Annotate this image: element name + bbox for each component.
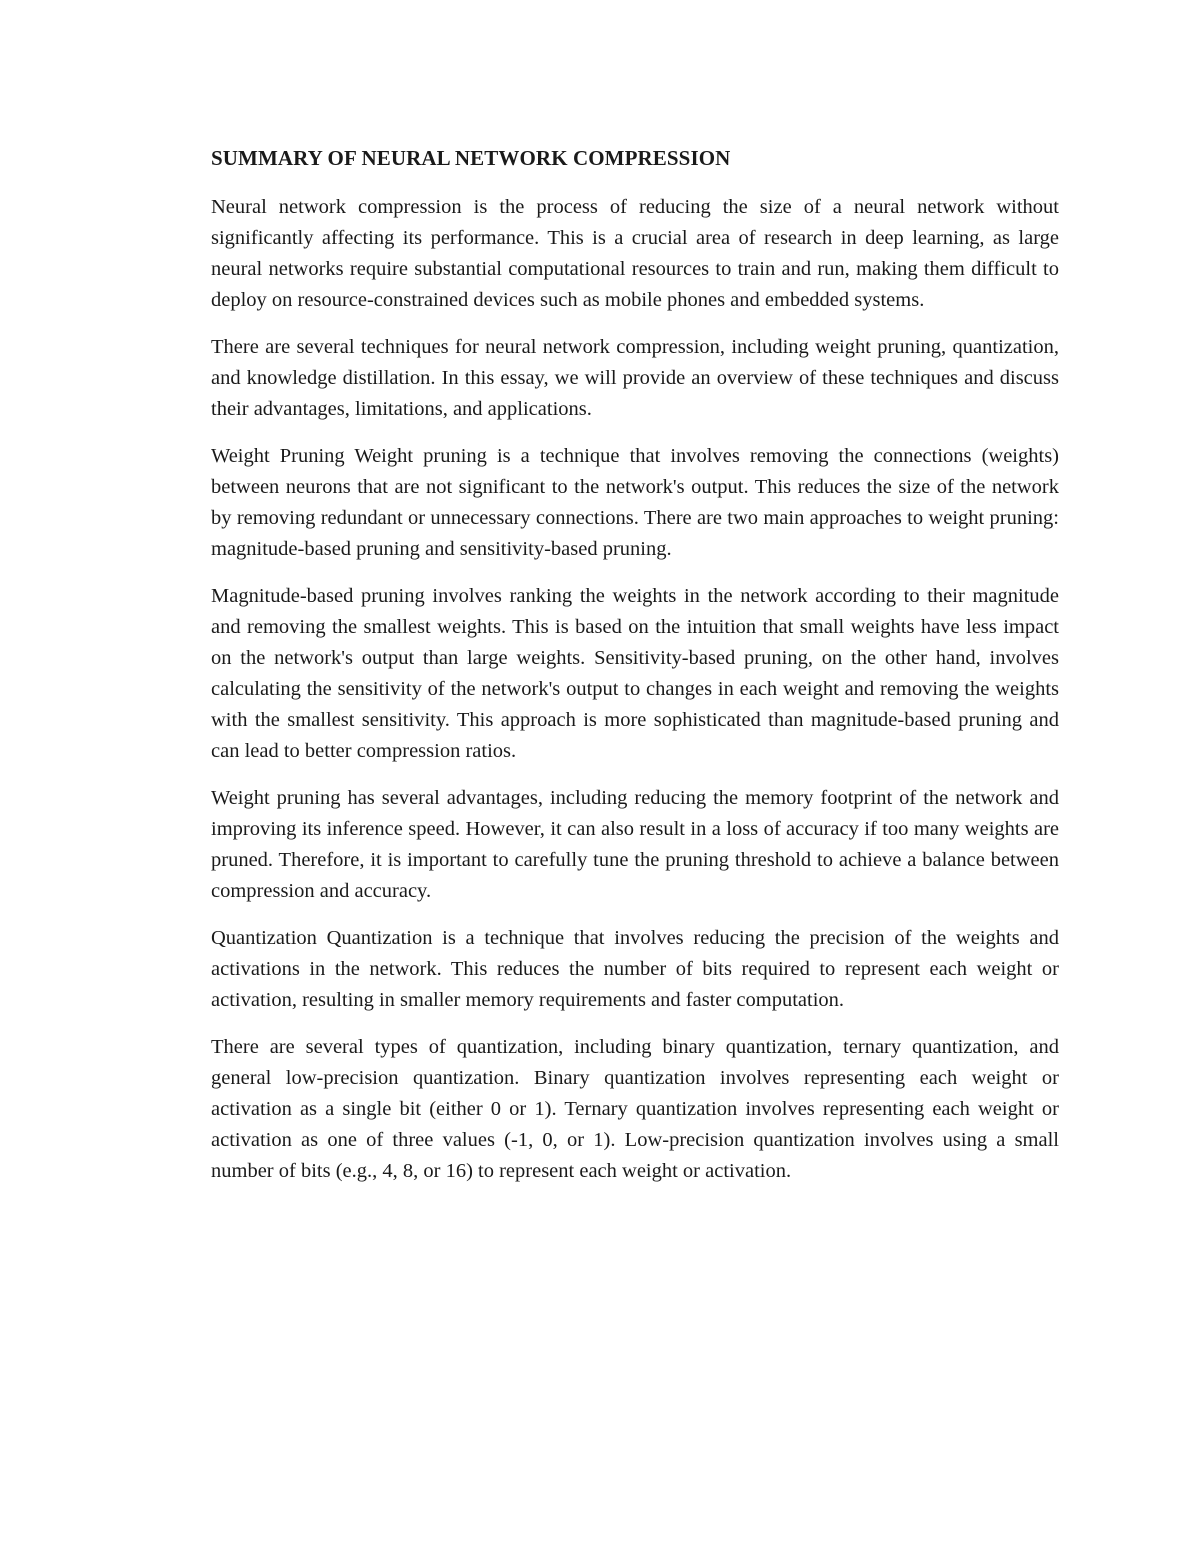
document-page	[211, 143, 1059, 1203]
paragraph-quantization-types: There are several types of quantization, including binary quantization, ternary quantization, and general low-precision quantization. Binary quantization involves representing each weight or activation as a single bit (either 0 or 1). Ternary quantization involves representing each weight or activation as one of three values (-1, 0, or 1). Low-precision quantization involves using a small number of bits (e.g., 4, 8, or 16) to represent each weight or activation.	[211, 1036, 1059, 1182]
paragraph-techniques-overview: There are several techniques for neural network compression, including weight pruning, quantization, and knowledge distillation. In this essay, we will provide an overview of these techniques and discuss their advantages, limitations, and applications.	[211, 336, 1059, 420]
document-title: SUMMARY OF NEURAL NETWORK COMPRESSION	[211, 146, 731, 170]
paragraph-introduction: Neural network compression is the process of reducing the size of a neural network without significantly affecting its performance. This is a crucial area of research in deep learning, as large neural networks require substantial computational resources to train and run, making them difficult to deploy on resource-constrained devices such as mobile phones and embedded systems.	[211, 196, 1059, 311]
paragraph-weight-pruning: Weight Pruning Weight pruning is a technique that involves removing the connections (weights) between neurons that are not significant to the network's output. This reduces the size of the network by removing redundant or unnecessary connections. There are two main approaches to weight pruning: magnitude-based pruning and sensitivity-based pruning.	[211, 445, 1059, 560]
paragraph-pruning-approaches: Magnitude-based pruning involves ranking the weights in the network according to their magnitude and removing the smallest weights. This is based on the intuition that small weights have less impact on the network's output than large weights. Sensitivity-based pruning, on the other hand, involves calculating the sensitivity of the network's output to changes in each weight and removing the weights with the smallest sensitivity. This approach is more sophisticated than magnitude-based pruning and can lead to better compression ratios.	[211, 585, 1059, 762]
paragraph-pruning-advantages: Weight pruning has several advantages, including reducing the memory footprint of the network and improving its inference speed. However, it can also result in a loss of accuracy if too many weights are pruned. Therefore, it is important to carefully tune the pruning threshold to achieve a balance between compression and accuracy.	[211, 787, 1059, 902]
paragraph-quantization: Quantization Quantization is a technique that involves reducing the precision of the weights and activations in the network. This reduces the number of bits required to represent each weight or activation, resulting in smaller memory requirements and faster computation.	[211, 927, 1059, 1011]
